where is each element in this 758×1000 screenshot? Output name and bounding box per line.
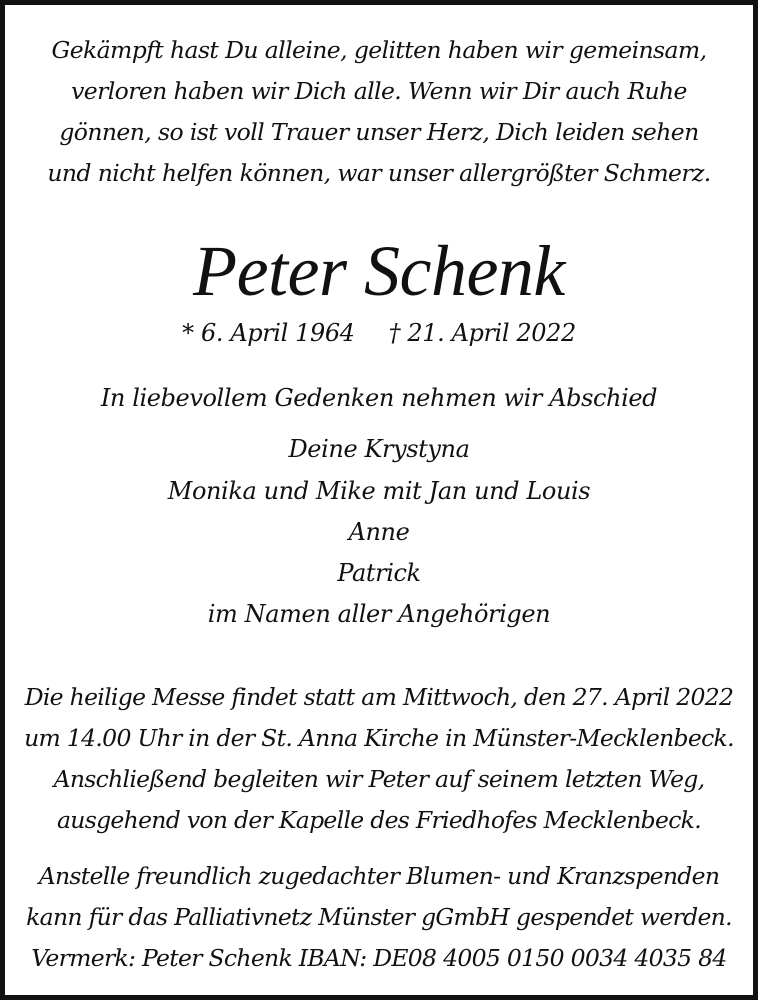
donation-line-1: Anstelle freundlich zugedachter Blumen- und Kranzspenden	[38, 862, 720, 890]
service-line-4: ausgehend von der Kapelle des Friedhofes Mecklenbeck.	[56, 806, 701, 834]
death-date: † 21. April 2022	[388, 319, 576, 347]
mourner-line-2: Monika und Mike mit Jan und Louis	[167, 477, 591, 505]
birth-date: * 6. April 1964	[182, 319, 355, 347]
service-line-1: Die heilige Messe findet statt am Mittwoch, den 27. April 2022	[24, 683, 734, 711]
mourner-line-5: im Namen aller Angehörigen	[207, 600, 551, 628]
mourner-line-4: Patrick	[337, 559, 421, 587]
donation-line-3: Vermerk: Peter Schenk IBAN: DE08 4005 0150 0034 4035 84	[31, 944, 727, 972]
poem-line-4: und nicht helfen können, war unser allergrößter Schmerz.	[47, 159, 711, 187]
life-dates	[15, 318, 743, 348]
donation-line-2: kann für das Palliativnetz Münster gGmbH gespendet werden.	[26, 903, 732, 931]
deceased-name: Peter Schenk	[193, 231, 565, 311]
mourner-line-1: Deine Krystyna	[288, 435, 470, 463]
poem-line-1: Gekämpft hast Du alleine, gelitten haben wir gemeinsam,	[51, 36, 707, 64]
mourner-line-3: Anne	[348, 518, 410, 546]
service-line-2: um 14.00 Uhr in der St. Anna Kirche in Münster-Mecklenbeck.	[24, 724, 734, 752]
poem-line-3: gönnen, so ist voll Trauer unser Herz, Dich leiden sehen	[59, 118, 699, 146]
poem-line-2: verloren haben wir Dich alle. Wenn wir Dir auch Ruhe	[71, 77, 687, 105]
service-line-3: Anschließend begleiten wir Peter auf seinem letzten Weg,	[53, 765, 705, 793]
farewell-text: In liebevollem Gedenken nehmen wir Abschied	[100, 384, 658, 412]
